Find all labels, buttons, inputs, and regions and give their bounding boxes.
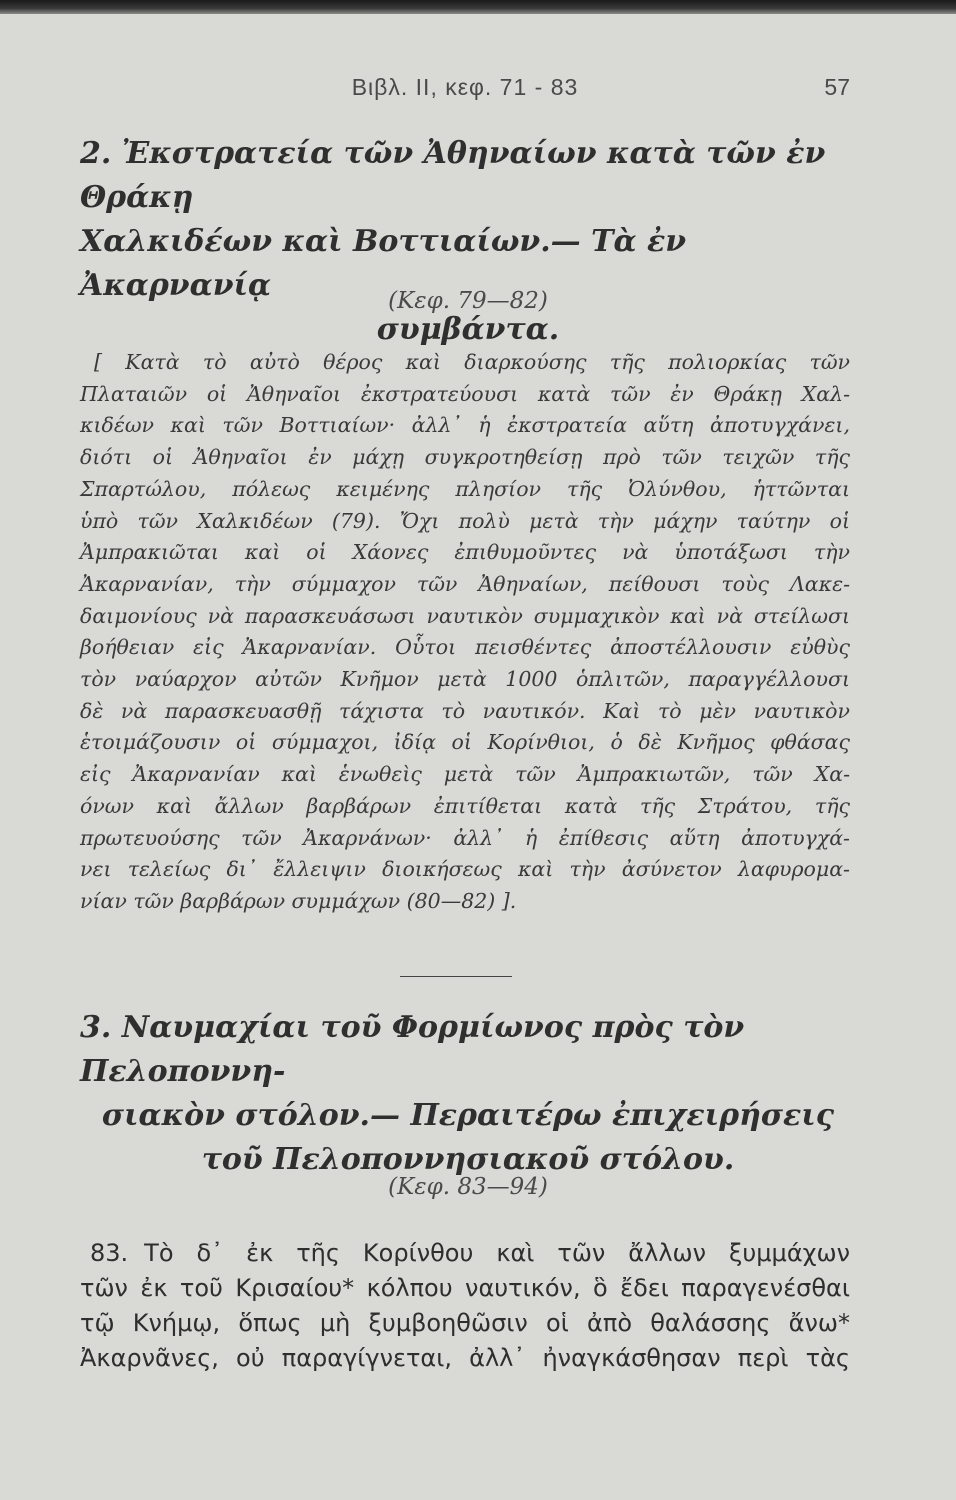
section-2-title-line-2: Χαλκιδέων καὶ Βοττιαίων.— Τὰ ἐν Ἀκαρνανίᾳ bbox=[80, 224, 687, 303]
text-line: τῶν ἐκ τοῦ Κρισαίου* κόλπου ναυτικόν, ὃ ἔδει παραγενέσθαι bbox=[80, 1274, 850, 1302]
text-line: τῷ Κνήμῳ, ὅπως μὴ ξυμβοηθῶσιν οἱ ἀπὸ θαλάσσης ἄνω* bbox=[80, 1309, 850, 1337]
section-3-heading bbox=[80, 1006, 856, 1182]
summary-line: Σπαρτώλου, πόλεως κειμένης πλησίον τῆς Ὀλύνθου, ἡττῶνται bbox=[80, 476, 850, 501]
section-divider bbox=[400, 976, 512, 977]
summary-line: όνων καὶ ἄλλων βαρβάρων ἐπιτίθεται κατὰ τῆς Στράτου, τῆς bbox=[80, 793, 850, 818]
summary-line: ἑτοιμάζουσιν οἱ σύμμαχοι, ἰδίᾳ οἱ Κορίνθιοι, ὁ δὲ Κνῆμος φθάσας bbox=[80, 730, 850, 755]
summary-line: νει τελείως δι᾽ ἔλλειψιν διοικήσεως καὶ τὴν ἀσύνετον λαφυρομα- bbox=[80, 857, 850, 882]
section-3-title-line-2: σιακὸν στόλον.— Περαιτέρω ἐπιχειρήσεις bbox=[101, 1098, 835, 1133]
summary-line: δὲ νὰ παρασκευασθῇ τάχιστα τὸ ναυτικόν. Καὶ τὸ μὲν ναυτικὸν bbox=[80, 698, 850, 723]
text-line: Ἀκαρνᾶνες, οὐ παραγίγνεται, ἀλλ᾽ ἠναγκάσθησαν περὶ τὰς bbox=[80, 1344, 850, 1372]
summary-line: βοήθειαν εἰς Ἀκαρνανίαν. Οὗτοι πεισθέντες ἀποστέλλουσιν εὐθὺς bbox=[80, 635, 850, 660]
summary-line: νίαν τῶν βαρβάρων συμμάχων (80—82) ]. bbox=[80, 888, 517, 913]
section-2-title-line-3: συμβάντα. bbox=[376, 312, 560, 347]
section-2-number: 2. bbox=[80, 136, 112, 171]
paragraph-number: 83. bbox=[90, 1239, 129, 1267]
section-3-chapter-range: (Κεφ. 83—94) bbox=[388, 1174, 548, 1200]
section-2-summary bbox=[80, 347, 850, 918]
running-header bbox=[80, 74, 850, 110]
running-title: Βιβλ. II, κεφ. 71 - 83 bbox=[351, 74, 579, 100]
summary-line: Ἀμπρακιῶται καὶ οἱ Χάονες ἐπιθυμοῦντες νὰ ὑποτάξωσι τὴν bbox=[80, 540, 850, 565]
section-3-title-line-3: τοῦ Πελοποννησιακοῦ στόλου. bbox=[201, 1142, 735, 1177]
text-line: 83. Τὸ δ᾽ ἐκ τῆς Κορίνθου καὶ τῶν ἄλλων ξυμμάχων bbox=[90, 1239, 850, 1267]
summary-line: εἰς Ἀκαρνανίαν καὶ ἑνωθεὶς μετὰ τῶν Ἀμπρακιωτῶν, τῶν Χα- bbox=[80, 762, 850, 787]
section-3-title-line-1: 3. Ναυμαχίαι τοῦ Φορμίωνος πρὸς τὸν Πελοποννη- bbox=[80, 1010, 745, 1089]
section-2-title-line-1: 2. Ἐκστρατεία τῶν Ἀθηναίων κατὰ τῶν ἐν Θράκῃ bbox=[80, 136, 826, 215]
chapter-83-text bbox=[80, 1236, 850, 1376]
summary-line: κιδέων καὶ τῶν Βοττιαίων· ἀλλ᾽ ἡ ἐκστρατεία αὕτη ἀποτυγχάνει, bbox=[80, 413, 850, 438]
summary-line: τὸν ναύαρχον αὐτῶν Κνῆμον μετὰ 1000 ὁπλιτῶν, παραγγέλλουσι bbox=[80, 667, 850, 692]
summary-line: διότι οἱ Ἀθηναῖοι ἐν μάχῃ συγκροτηθείσῃ πρὸ τῶν τειχῶν τῆς bbox=[80, 445, 850, 470]
page-number: 57 bbox=[824, 74, 850, 100]
summary-line: Πλαταιῶν οἱ Ἀθηναῖοι ἐκστρατεύουσι κατὰ τῶν ἐν Θράκῃ Χαλ- bbox=[80, 381, 850, 406]
summary-line: [ Κατὰ τὸ αὐτὸ θέρος καὶ διαρκούσης τῆς πολιορκίας τῶν bbox=[94, 350, 850, 374]
summary-line: ὑπὸ τῶν Χαλκιδέων (79). Ὄχι πολὺ μετὰ τὴν μάχην ταύτην οἱ bbox=[80, 508, 850, 533]
summary-line: Ἀκαρνανίαν, τὴν σύμμαχον τῶν Ἀθηναίων, πείθουσι τοὺς Λακε- bbox=[80, 571, 850, 596]
summary-line: πρωτευούσης τῶν Ἀκαρνάνων· ἀλλ᾽ ἡ ἐπίθεσις αὕτη ἀποτυγχά- bbox=[80, 825, 850, 850]
section-3-number: 3. bbox=[80, 1010, 112, 1045]
section-2-heading bbox=[80, 132, 856, 352]
summary-line: δαιμονίους νὰ παρασκευάσωσι ναυτικὸν συμμαχικὸν καὶ νὰ στείλωσι bbox=[80, 603, 850, 628]
section-2-chapter-range: (Κεφ. 79—82) bbox=[388, 288, 548, 314]
